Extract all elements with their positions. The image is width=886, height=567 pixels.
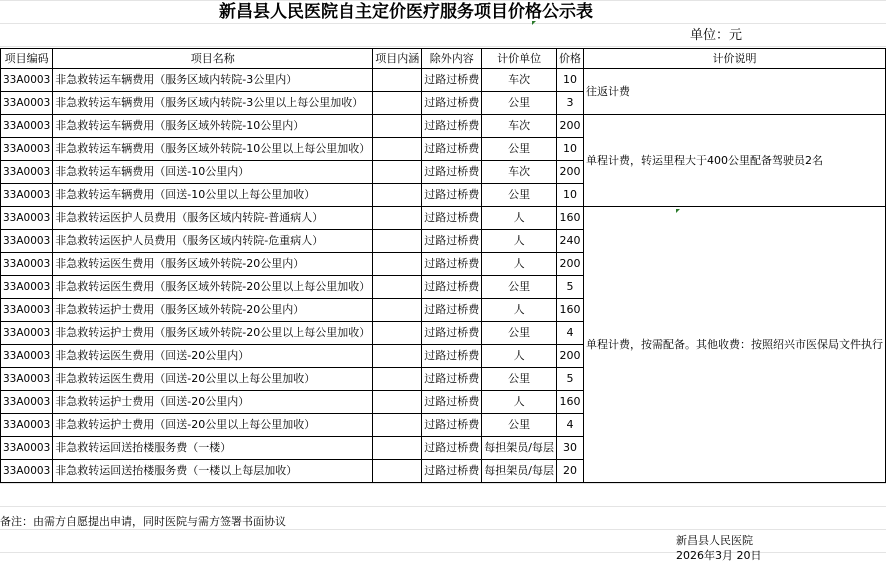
cell-price[interactable]: 4 <box>556 414 583 437</box>
cell-price[interactable]: 200 <box>556 253 583 276</box>
comment-marker-icon <box>676 209 680 213</box>
cell-excluded[interactable]: 过路过桥费 <box>422 276 482 299</box>
cell-code[interactable]: 33A0003 <box>1 437 53 460</box>
cell-content[interactable] <box>373 230 422 253</box>
cell-excluded[interactable]: 过路过桥费 <box>422 391 482 414</box>
cell-code[interactable]: 33A0003 <box>1 460 53 483</box>
cell-content[interactable] <box>373 69 422 92</box>
cell-excluded[interactable]: 过路过桥费 <box>422 230 482 253</box>
cell-name[interactable]: 非急救转运医护人员费用（服务区域内转院-危重病人） <box>53 230 373 253</box>
cell-code[interactable]: 33A0003 <box>1 184 53 207</box>
unit-label: 单位：元 <box>690 28 743 43</box>
cell-code[interactable]: 33A0003 <box>1 69 53 92</box>
cell-price[interactable]: 10 <box>556 69 583 92</box>
cell-excluded[interactable]: 过路过桥费 <box>422 253 482 276</box>
cell-name[interactable]: 非急救转运车辆费用（服务区域外转院-10公里以上每公里加收） <box>53 138 373 161</box>
table-header-row <box>1 49 886 69</box>
cell-name[interactable]: 非急救转运车辆费用（回送-10公里以上每公里加收） <box>53 184 373 207</box>
cell-code[interactable]: 33A0003 <box>1 276 53 299</box>
cell-name[interactable]: 非急救转运护士费用（服务区域外转院-20公里以上每公里加收） <box>53 322 373 345</box>
cell-price[interactable]: 10 <box>556 138 583 161</box>
cell-unit[interactable]: 公里 <box>482 138 557 161</box>
cell-unit[interactable]: 人 <box>482 207 557 230</box>
cell-price[interactable]: 200 <box>556 115 583 138</box>
cell-excluded[interactable]: 过路过桥费 <box>422 161 482 184</box>
cell-name[interactable]: 非急救转运护士费用（回送-20公里内） <box>53 391 373 414</box>
cell-name[interactable]: 非急救转运车辆费用（回送-10公里内） <box>53 161 373 184</box>
cell-code[interactable]: 33A0003 <box>1 207 53 230</box>
cell-excluded[interactable]: 过路过桥费 <box>422 299 482 322</box>
table-row <box>1 69 886 92</box>
cell-unit[interactable]: 人 <box>482 230 557 253</box>
price-table <box>0 48 886 483</box>
cell-name[interactable]: 非急救转运回送抬楼服务费（一楼） <box>53 437 373 460</box>
cell-code[interactable]: 33A0003 <box>1 345 53 368</box>
cell-content[interactable] <box>373 460 422 483</box>
cell-content[interactable] <box>373 391 422 414</box>
header-price[interactable]: 价格 <box>556 49 583 69</box>
cell-unit[interactable]: 人 <box>482 299 557 322</box>
cell-excluded[interactable]: 过路过桥费 <box>422 368 482 391</box>
cell-price[interactable]: 20 <box>556 460 583 483</box>
header-excluded[interactable]: 除外内容 <box>422 49 482 69</box>
cell-name[interactable]: 非急救转运医生费用（服务区域外转院-20公里内） <box>53 253 373 276</box>
table-row <box>1 115 886 138</box>
cell-unit[interactable]: 车次 <box>482 69 557 92</box>
cell-excluded[interactable]: 过路过桥费 <box>422 184 482 207</box>
cell-excluded[interactable]: 过路过桥费 <box>422 437 482 460</box>
cell-code[interactable]: 33A0003 <box>1 161 53 184</box>
cell-price[interactable]: 4 <box>556 322 583 345</box>
cell-name[interactable]: 非急救转运医护人员费用（服务区域内转院-普通病人） <box>53 207 373 230</box>
cell-price[interactable]: 30 <box>556 437 583 460</box>
cell-price[interactable]: 5 <box>556 368 583 391</box>
cell-note-single-vehicle[interactable]: 单程计费，转运里程大于400公里配备驾驶员2名 <box>583 115 885 207</box>
cell-content[interactable] <box>373 138 422 161</box>
cell-price[interactable]: 200 <box>556 345 583 368</box>
cell-unit[interactable]: 人 <box>482 253 557 276</box>
cell-content[interactable] <box>373 115 422 138</box>
cell-unit[interactable]: 每担架员/每层 <box>482 437 557 460</box>
cell-excluded[interactable]: 过路过桥费 <box>422 69 482 92</box>
cell-content[interactable] <box>373 207 422 230</box>
cell-excluded[interactable]: 过路过桥费 <box>422 207 482 230</box>
cell-price[interactable]: 200 <box>556 161 583 184</box>
comment-marker-icon <box>532 21 536 25</box>
header-content[interactable]: 项目内涵 <box>373 49 422 69</box>
cell-unit[interactable]: 公里 <box>482 368 557 391</box>
cell-unit[interactable]: 公里 <box>482 184 557 207</box>
cell-code[interactable]: 33A0003 <box>1 299 53 322</box>
cell-code[interactable]: 33A0003 <box>1 322 53 345</box>
cell-excluded[interactable]: 过路过桥费 <box>422 92 482 115</box>
cell-content[interactable] <box>373 322 422 345</box>
cell-price[interactable]: 160 <box>556 299 583 322</box>
table-row <box>1 207 886 230</box>
cell-price[interactable]: 160 <box>556 391 583 414</box>
cell-excluded[interactable]: 过路过桥费 <box>422 138 482 161</box>
cell-note-single-staff[interactable]: 单程计费，按需配备。其他收费：按照绍兴市医保局文件执行 <box>583 207 885 483</box>
cell-name[interactable]: 非急救转运医生费用（回送-20公里内） <box>53 345 373 368</box>
footer-date: 2026年3月 20日 <box>676 549 762 562</box>
cell-code[interactable]: 33A0003 <box>1 115 53 138</box>
cell-name[interactable]: 非急救转运医生费用（服务区域外转院-20公里以上每公里加收） <box>53 276 373 299</box>
cell-excluded[interactable]: 过路过桥费 <box>422 414 482 437</box>
cell-code[interactable]: 33A0003 <box>1 230 53 253</box>
cell-excluded[interactable]: 过路过桥费 <box>422 115 482 138</box>
cell-content[interactable] <box>373 414 422 437</box>
cell-content[interactable] <box>373 92 422 115</box>
cell-unit[interactable]: 公里 <box>482 276 557 299</box>
cell-name[interactable]: 非急救转运护士费用（回送-20公里以上每公里加收） <box>53 414 373 437</box>
cell-name[interactable]: 非急救转运车辆费用（服务区域内转院-3公里内） <box>53 69 373 92</box>
remark-text: 备注：由需方自愿提出申请，同时医院与需方签署书面协议 <box>0 515 286 528</box>
header-name[interactable]: 项目名称 <box>53 49 373 69</box>
cell-content[interactable] <box>373 368 422 391</box>
cell-name[interactable]: 非急救转运车辆费用（服务区域内转院-3公里以上每公里加收） <box>53 92 373 115</box>
cell-note-round-trip[interactable]: 往返计费 <box>583 69 885 115</box>
cell-content[interactable] <box>373 161 422 184</box>
cell-unit[interactable]: 车次 <box>482 115 557 138</box>
cell-price[interactable]: 3 <box>556 92 583 115</box>
cell-price[interactable]: 240 <box>556 230 583 253</box>
cell-unit[interactable]: 公里 <box>482 92 557 115</box>
cell-code[interactable]: 33A0003 <box>1 414 53 437</box>
cell-content[interactable] <box>373 276 422 299</box>
cell-unit[interactable]: 人 <box>482 345 557 368</box>
cell-content[interactable] <box>373 253 422 276</box>
cell-code[interactable]: 33A0003 <box>1 253 53 276</box>
cell-price[interactable]: 5 <box>556 276 583 299</box>
cell-price[interactable]: 160 <box>556 207 583 230</box>
cell-unit[interactable]: 人 <box>482 391 557 414</box>
cell-name[interactable]: 非急救转运车辆费用（服务区域外转院-10公里内） <box>53 115 373 138</box>
cell-content[interactable] <box>373 345 422 368</box>
cell-content[interactable] <box>373 184 422 207</box>
cell-unit[interactable]: 公里 <box>482 414 557 437</box>
cell-unit[interactable]: 每担架员/每层 <box>482 460 557 483</box>
header-note[interactable]: 计价说明 <box>583 49 885 69</box>
cell-content[interactable] <box>373 299 422 322</box>
cell-code[interactable]: 33A0003 <box>1 391 53 414</box>
cell-excluded[interactable]: 过路过桥费 <box>422 322 482 345</box>
cell-excluded[interactable]: 过路过桥费 <box>422 460 482 483</box>
cell-unit[interactable]: 公里 <box>482 322 557 345</box>
cell-code[interactable]: 33A0003 <box>1 92 53 115</box>
header-code[interactable]: 项目编码 <box>1 49 53 69</box>
cell-content[interactable] <box>373 437 422 460</box>
cell-name[interactable]: 非急救转运护士费用（服务区域外转院-20公里内） <box>53 299 373 322</box>
cell-code[interactable]: 33A0003 <box>1 138 53 161</box>
cell-name[interactable]: 非急救转运医生费用（回送-20公里以上每公里加收） <box>53 368 373 391</box>
cell-code[interactable]: 33A0003 <box>1 368 53 391</box>
page-title: 新昌县人民医院自主定价医疗服务项目价格公示表 <box>219 2 593 22</box>
cell-price[interactable]: 10 <box>556 184 583 207</box>
header-unit[interactable]: 计价单位 <box>482 49 557 69</box>
cell-excluded[interactable]: 过路过桥费 <box>422 345 482 368</box>
cell-name[interactable]: 非急救转运回送抬楼服务费（一楼以上每层加收） <box>53 460 373 483</box>
footer-hospital: 新昌县人民医院 <box>676 534 753 547</box>
cell-unit[interactable]: 车次 <box>482 161 557 184</box>
